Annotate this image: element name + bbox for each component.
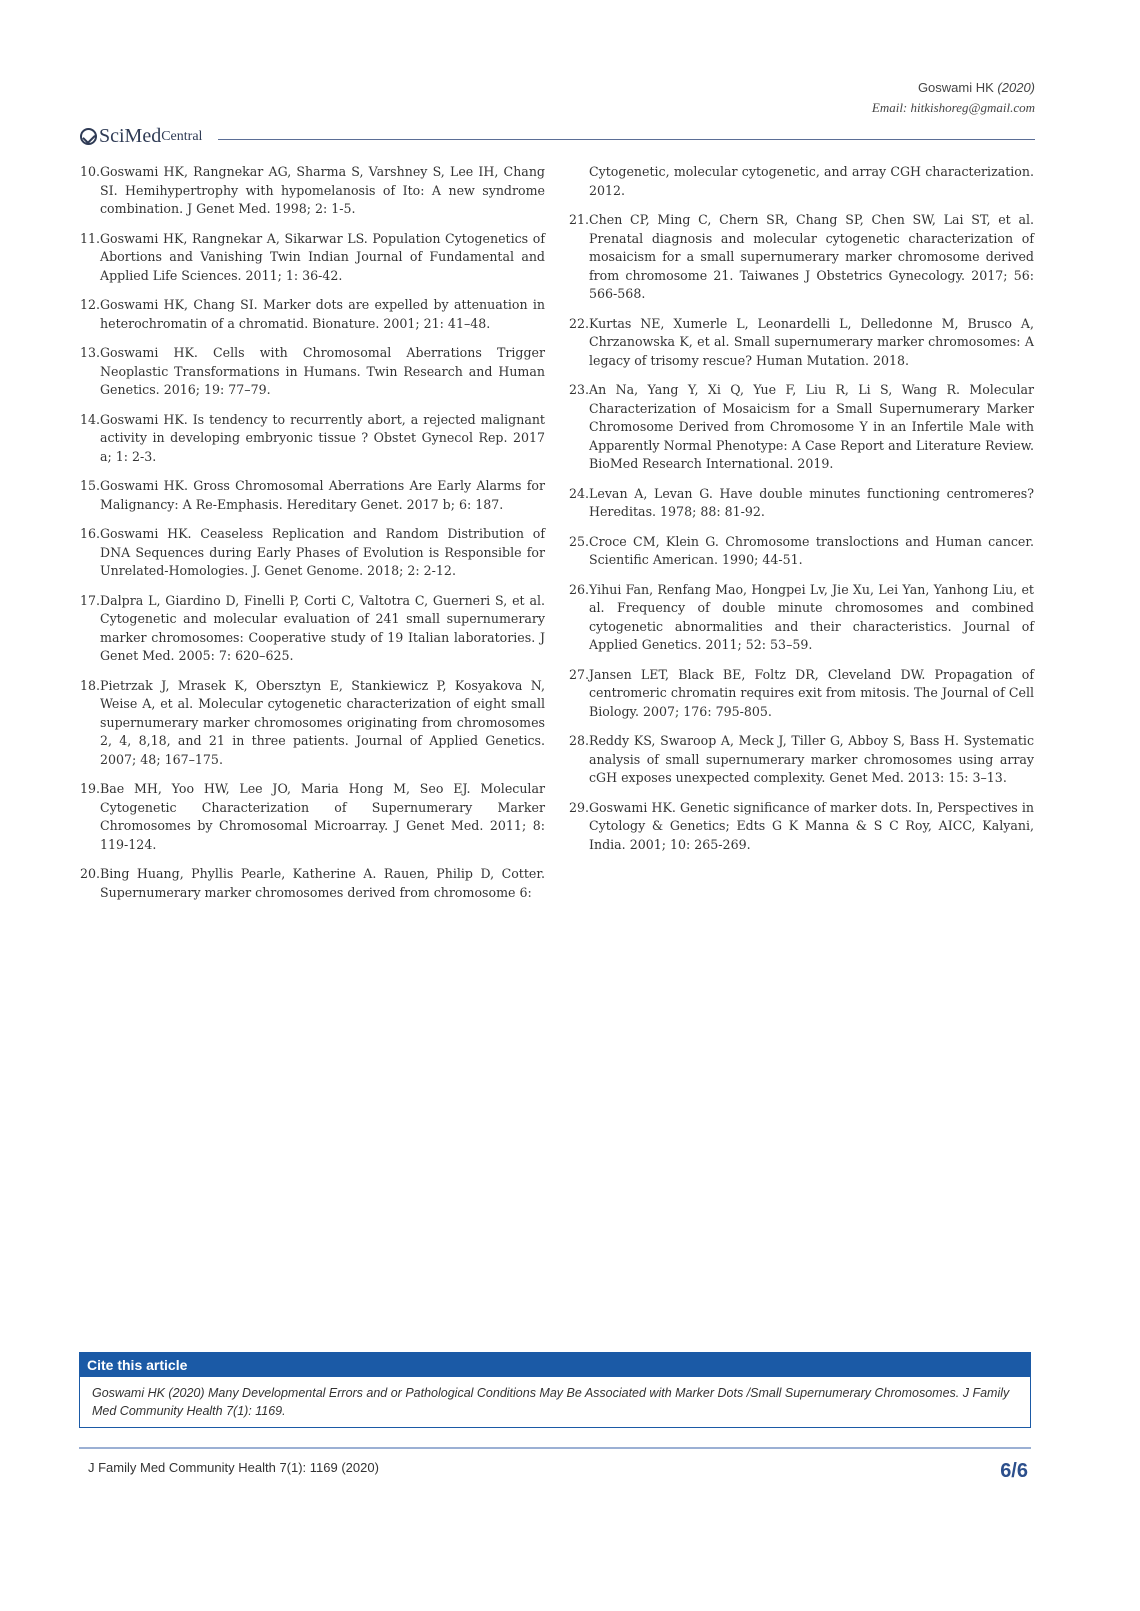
reference-number: 24. bbox=[569, 485, 590, 501]
reference-text: Yihui Fan, Renfang Mao, Hongpei Lv, Jie Xu, Lei Yan, Yanhong Liu, et al. Frequency of double minute chromosomes and combined cytogenetic abnormalities and their characteristics. Journal of Applied Genetics. 2011; 52: 53–59. bbox=[589, 581, 1034, 652]
header-divider bbox=[218, 139, 1035, 140]
reference-number: 11. bbox=[80, 230, 101, 246]
logo-sub-text: Central bbox=[161, 128, 203, 144]
reference-number: 16. bbox=[80, 526, 101, 541]
reference-item bbox=[80, 865, 545, 902]
reference-number: 22. bbox=[569, 315, 590, 331]
reference-item bbox=[569, 533, 1034, 570]
reference-item bbox=[80, 230, 545, 286]
reference-text: Bing Huang, Phyllis Pearle, Katherine A. Rauen, Philip D, Cotter. Supernumerary marker chromosomes derived from chromosome 6: bbox=[100, 866, 545, 900]
reference-item bbox=[569, 211, 1034, 304]
reference-item bbox=[569, 799, 1034, 855]
footer-journal: J Family Med Community Health 7(1): 1169 (2020) bbox=[88, 1460, 379, 1475]
reference-text: Kurtas NE, Xumerle L, Leonardelli L, Delledonne M, Brusco A, Chrzanowska K, et al. Small supernumerary marker chromosomes: A legacy of trisomy rescue? Human Mutation. 2018. bbox=[589, 315, 1034, 368]
reference-item bbox=[80, 592, 545, 666]
reference-number: 19. bbox=[80, 781, 101, 796]
reference-text: Bae MH, Yoo HW, Lee JO, Maria Hong M, Seo EJ. Molecular Cytogenetic Characterization of Supernumerary Marker Chromosomes by Chromosomal Microarray. J Genet Med. 2011; 8: 119-124. bbox=[100, 781, 545, 852]
reference-text: Goswami HK, Rangnekar AG, Sharma S, Varshney S, Lee IH, Chang SI. Hemihypertrophy with hypomelanosis of Ito: A new syndrome combination. J Genet Med. 1998; 2: 1-5. bbox=[100, 164, 545, 216]
cite-this-article-box bbox=[79, 1352, 1031, 1428]
reference-text: Goswami HK. Genetic significance of marker dots. In, Perspectives in Cytology & Genetics; Edts G K Manna & S C Roy, AICC, Kalyani, India. 2001; 10: 265-269. bbox=[589, 799, 1034, 852]
references-left-column bbox=[80, 163, 545, 913]
reference-item bbox=[80, 525, 545, 581]
reference-number: 23. bbox=[569, 382, 590, 397]
page-number: 6/6 bbox=[1000, 1460, 1028, 1482]
reference-text: Goswami HK, Chang SI. Marker dots are expelled by attenuation in heterochromatin of a chromatid. Bionature. 2001; 21: 41–48. bbox=[100, 297, 545, 331]
reference-number: 20. bbox=[80, 866, 101, 881]
reference-text: Pietrzak J, Mrasek K, Obersztyn E, Stankiewicz P, Kosyakova N, Weise A, et al. Molecular cytogenetic characterization of eight small supernumerary marker chromosomes originating from chromosomes 2, 4, 8,18, and 21 in three patients. Journal of Applied Genetics. 2007; 48; 167–175. bbox=[100, 677, 545, 767]
scimedcentral-logo bbox=[80, 125, 202, 148]
reference-number: 18. bbox=[80, 677, 101, 693]
reference-continuation: Cytogenetic, molecular cytogenetic, and array CGH characterization. 2012. bbox=[589, 164, 1034, 198]
reference-item bbox=[80, 477, 545, 514]
reference-number: 10. bbox=[80, 164, 101, 179]
reference-item bbox=[569, 485, 1034, 522]
reference-item bbox=[80, 344, 545, 400]
reference-text: Goswami HK. Gross Chromosomal Aberrations Are Early Alarms for Malignancy: A Re-Emphasis. Hereditary Genet. 2017 b; 6: 187. bbox=[100, 478, 545, 512]
reference-text: Goswami HK, Rangnekar A, Sikarwar LS. Population Cytogenetics of Abortions and Vanishing Twin Indian Journal of Fundamental and Applied Life Sciences. 2011; 1: 36-42. bbox=[100, 230, 545, 283]
header-email: Email: hitkishoreg@gmail.com bbox=[871, 100, 1035, 115]
reference-item bbox=[80, 677, 545, 770]
reference-number: 12. bbox=[80, 297, 101, 312]
logo-main-text: SciMed bbox=[99, 125, 162, 147]
reference-number: 28. bbox=[569, 733, 590, 748]
reference-text: Chen CP, Ming C, Chern SR, Chang SP, Chen SW, Lai ST, et al. Prenatal diagnosis and molecular cytogenetic characterization of mosaicism for a small supernumerary marker chromosome derived from chromosome 21. Taiwanes J Obstetrics Gynecology. 2017; 56: 566-568. bbox=[589, 212, 1034, 301]
reference-number: 25. bbox=[569, 533, 590, 549]
header-author-name: Goswami HK bbox=[917, 80, 994, 95]
reference-number: 26. bbox=[569, 581, 590, 597]
cite-title: Cite this article bbox=[80, 1353, 1030, 1377]
reference-item bbox=[569, 732, 1034, 788]
reference-item bbox=[569, 381, 1034, 474]
reference-item bbox=[80, 163, 545, 219]
footer-divider bbox=[79, 1447, 1031, 1449]
reference-number: 27. bbox=[569, 666, 590, 682]
reference-text: Goswami HK. Cells with Chromosomal Aberrations Trigger Neoplastic Transformations in Humans. Twin Research and Human Genetics. 2016; 19: 77–79. bbox=[100, 345, 545, 397]
reference-text: Croce CM, Klein G. Chromosome transloctions and Human cancer. Scientific American. 1990; 44-51. bbox=[589, 533, 1034, 567]
reference-number: 29. bbox=[569, 799, 590, 815]
header-author bbox=[918, 80, 1035, 95]
reference-text: Dalpra L, Giardino D, Finelli P, Corti C, Valtotra C, Guerneri S, et al. Cytogenetic and molecular evaluation of 241 small supernumerary marker chromosomes: Cooperative study of 19 Italian laboratories. J Genet Med. 2005: 7: 620–625. bbox=[100, 592, 545, 663]
reference-text: Reddy KS, Swaroop A, Meck J, Tiller G, Abboy S, Bass H. Systematic analysis of small supernumerary marker chromosomes using array cGH exposes unexpected complexity. Genet Med. 2013: 15: 3–13. bbox=[589, 733, 1034, 785]
reference-item bbox=[80, 411, 545, 467]
logo-check-icon bbox=[80, 128, 97, 145]
reference-item bbox=[80, 780, 545, 854]
cite-text: Goswami HK (2020) Many Developmental Errors and or Pathological Conditions May Be Associated with Marker Dots /Small Supernumerary Chromosomes. J Family Med Community Health 7(1): 1169. bbox=[92, 1386, 1010, 1418]
reference-text: Jansen LET, Black BE, Foltz DR, Cleveland DW. Propagation of centromeric chromatin requires exit from mitosis. The Journal of Cell Biology. 2007; 176: 795-805. bbox=[589, 666, 1034, 719]
reference-item bbox=[569, 581, 1034, 655]
reference-item bbox=[80, 296, 545, 333]
reference-number: 17. bbox=[80, 592, 101, 608]
reference-text: Levan A, Levan G. Have double minutes functioning centromeres? Hereditas. 1978; 88: 81-92. bbox=[589, 485, 1034, 519]
reference-number: 14. bbox=[80, 411, 101, 427]
reference-number: 13. bbox=[80, 345, 101, 360]
reference-text: Goswami HK. Ceaseless Replication and Random Distribution of DNA Sequences during Early Phases of Evolution is Responsible for Unrelated-Homologies. J. Genet Genome. 2018; 2: 2-12. bbox=[100, 526, 545, 578]
header-year: (2020) bbox=[997, 80, 1035, 95]
reference-number: 21. bbox=[569, 212, 590, 227]
reference-item bbox=[569, 666, 1034, 722]
reference-text: An Na, Yang Y, Xi Q, Yue F, Liu R, Li S, Wang R. Molecular Characterization of Mosaicism for a Small Supernumerary Marker Chromosome Derived from Chromosome Y in an Infertile Male with Apparently Normal Phenotype: A Case Report and Literature Review. BioMed Research International. 2019. bbox=[589, 382, 1034, 471]
reference-item bbox=[569, 315, 1034, 371]
reference-text: Goswami HK. Is tendency to recurrently abort, a rejected malignant activity in developing embryonic tissue ? Obstet Gynecol Rep. 2017 a; 1: 2-3. bbox=[100, 411, 545, 464]
references-right-column bbox=[569, 163, 1034, 865]
reference-number: 15. bbox=[80, 478, 101, 493]
